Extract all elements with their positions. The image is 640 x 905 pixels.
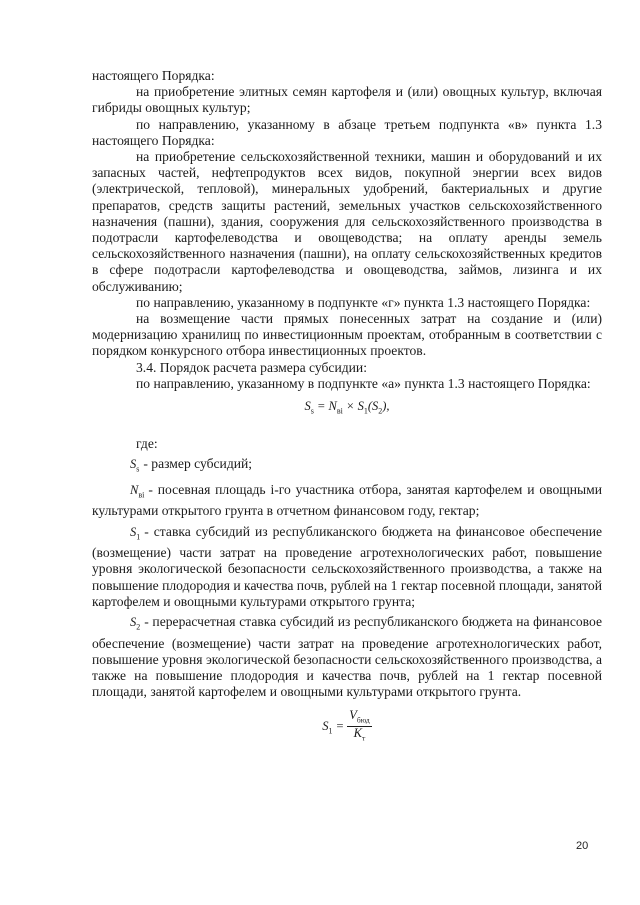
formula-rate-s1: $S_1$ = $\frac{V_{бюд}}{K_т}$: [322, 707, 370, 743]
paragraph-machinery: на приобретение сельскохозяйственной техники, машин и оборудований и их запасных частей, нефтепродуктов всех видов, покупной энергии всех видов (электрической, тепловой), минеральных удобрений, бактериальных и другие препаратов, средств защиты растений, земельных участков сельскохозяйственного назначения (пашни), здания, сооружения для сельскохозяйственного производства в подотрасли картофелеводства и овощеводства; на оплату аренды земель сельскохозяйственного назначения (пашни), на оплату сельскохозяйственных кредитов в сфере подотрасли картофелеводства и овощеводства, займов, лизинга и их обслуживанию;: [92, 149, 602, 294]
page-number: 20: [576, 840, 589, 852]
paragraph-elite-seeds: на приобретение элитных семян картофеля и (или) овощных культур, включая гибриды овощных культур;: [92, 84, 602, 116]
formula-subsidy-size: $S_s = N_{вi} \times S_1(S_2)$,: [304, 399, 390, 416]
paragraph-direction-g: по направлению, указанному в подпункте «г» пункта 1.3 настоящего Порядка:: [136, 294, 591, 310]
paragraph-intro-tail: настоящего Порядка:: [92, 68, 215, 83]
definition-s1: $S_1$ - ставка субсидий из республиканского бюджета на финансовое обеспечение (возмещение) части затрат на проведение агротехнологических работ, повышение уровня экологической безопасности сельскохозяйственного производства, а также на повышение плодородия и качества почв, рублей на 1 гектар посевной площади, занятой картофелем и овощными культурами открытого грунта;: [92, 523, 602, 609]
where-label: где:: [136, 435, 158, 451]
paragraph-direction-v: по направлению, указанному в абзаце третьем подпункта «в» пункта 1.3 настоящего Порядка:: [92, 116, 602, 148]
symbol-ss: $S_s$: [130, 456, 140, 474]
definition-ss: $S_s$ - размер субсидий;: [92, 456, 602, 478]
section-heading-3-4: 3.4. Порядок расчета размера субсидии:: [136, 359, 367, 375]
definition-nvi: $N_{вi}$ - посевная площадь i-го участника отбора, занятая картофелем и овощными культурами открытого грунта в отчетном финансовом году, гектар;: [92, 481, 602, 519]
paragraph-storage: на возмещение части прямых понесенных затрат на создание и (или) модернизацию хранилищ по инвестиционным проектам, отобранным в соответствии с порядком конкурсного отбора инвестиционных проектов.: [92, 311, 602, 359]
document-body: [92, 68, 602, 751]
symbol-nvi: $N_{вi}$: [130, 482, 145, 500]
symbol-s1: $S_1$: [130, 524, 141, 542]
symbol-s2: $S_2$: [130, 615, 141, 632]
fraction-budget-over-coefficient: $\frac{V_{бюд}}{K_т}$: [349, 707, 370, 743]
paragraph-direction-a: по направлению, указанному в подпункте «а» пункта 1.3 настоящего Порядка:: [136, 375, 591, 391]
definition-s2: $S_2$ - перерасчетная ставка субсидий из республиканского бюджета на финансовое обеспечение (возмещение) части затрат на проведение агротехнологических работ, повышение уровня экологической безопасности сельскохозяйственного производства, а также на повышение плодородия и качества почв, рублей на 1 гектар посевной площади, занятой картофелем и овощными культурами открытого грунта.: [92, 614, 602, 700]
